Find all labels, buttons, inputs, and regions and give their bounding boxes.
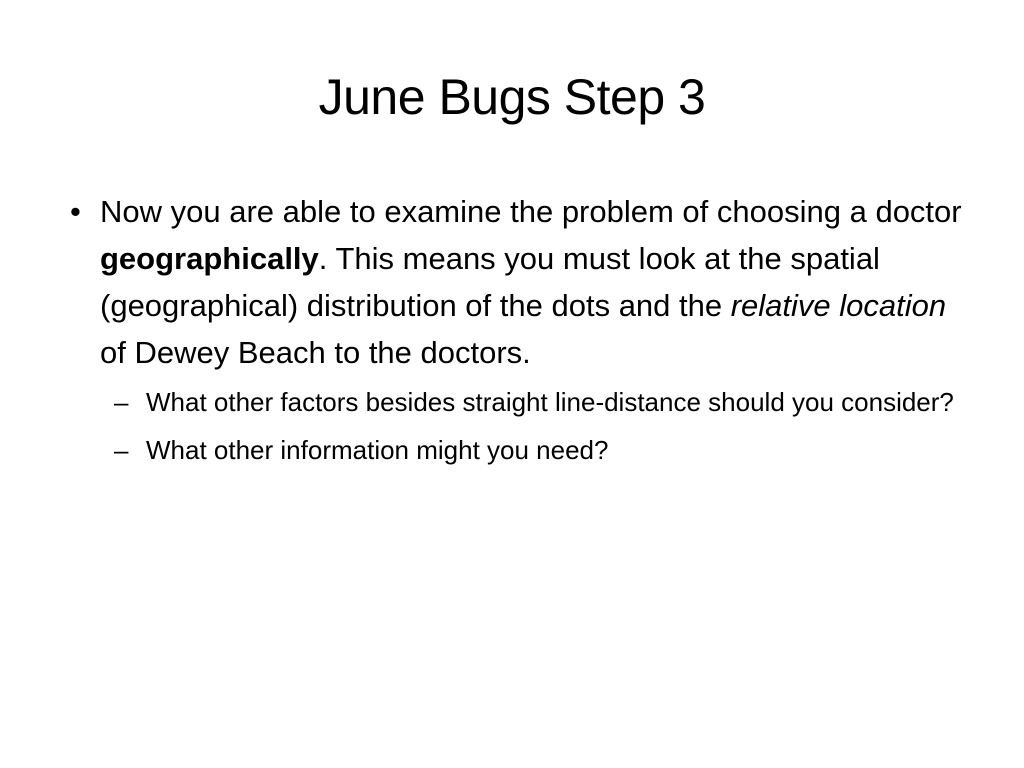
sub-bullet-item — [100, 382, 972, 422]
sub-bullet-text: What other information might you need? — [146, 435, 609, 465]
bullet-text-part3: of Dewey Beach to the doctors. — [100, 335, 531, 370]
bullet-text-part2: . This means you must look at the spatial (geographical) distribution of the dots and the — [100, 241, 880, 323]
sub-bullet-marker: – — [114, 435, 129, 465]
sub-bullet-list — [100, 382, 972, 470]
sub-bullet-item — [100, 430, 972, 470]
bullet-italic-phrase: relative location — [730, 288, 947, 323]
bullet-item — [62, 188, 972, 470]
bullet-text-part1: Now you are able to examine the problem of choosing a doctor — [100, 194, 962, 229]
slide-title: June Bugs Step 3 — [318, 69, 706, 125]
bullet-list — [62, 188, 972, 478]
sub-bullet-text: What other factors besides straight line-distance should you consider? — [146, 387, 954, 417]
sub-bullet-marker: – — [114, 387, 129, 417]
bullet-text — [100, 194, 962, 370]
bullet-bold-word: geographically — [100, 241, 319, 276]
bullet-marker: • — [70, 194, 81, 229]
